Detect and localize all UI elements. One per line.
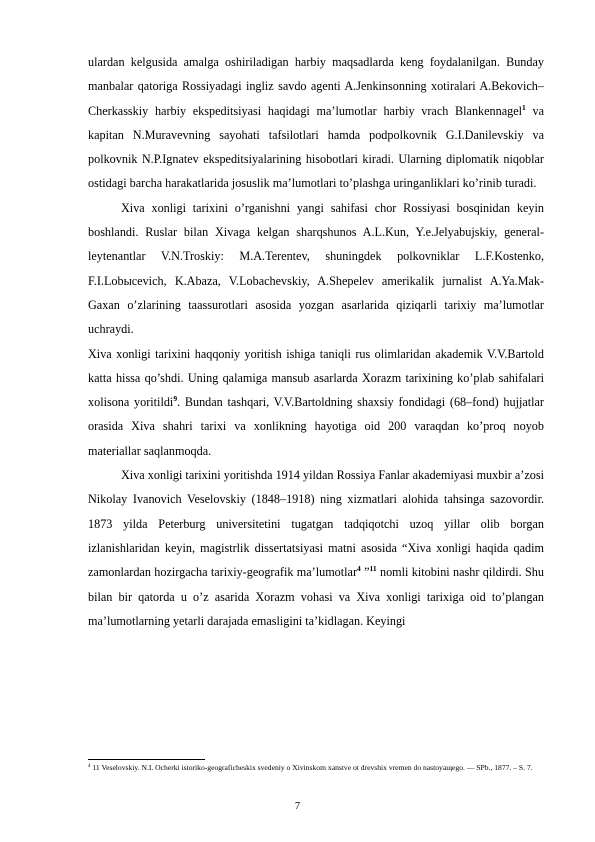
footnote-ref: 9 (173, 394, 178, 404)
page-body (88, 50, 544, 633)
quote-mark: ” (360, 565, 370, 580)
paragraph-2-text: Xiva xonligi tarixini o’rganishni yangi sahifasi chor Rossiyasi bosqinidan keyin boshlandi. Ruslar bilan Xivaga kelgan sharqshunos A.L.Kun, Y.e.Jelyabujskiy, general-leytenantlar V.N.Troskiy: M.A.Terentev, shuningdek polkovniklar L.F.Kostenko, F.I.Lobысevich, K.Abaza, V.Lobachevskiy, A.Shepelev amerikalik jurnalist A.Ya.Mak- Gaxan o’zlarining taassurotlari asosida yozgan asarlarida qiziqarli tarixiy ma’lumotlar uchraydi. (88, 200, 544, 337)
paragraph-4-text: Xiva xonligi tarixini yoritishda 1914 yildan Rossiya Fanlar akademiyasi muxbir a’zosi Nikolay Ivanovich Veselovskiy (1848–1918) ning xizmatlari alohida tahsinga sazovordir. 1873 yilda Peterburg universitetini tugatgan tadqiqotchi uzoq yillar olib borgan izlanishlaridan keyin, magistrlik dissertatsiyasi matni asosida “Xiva xonligi haqida qadim zamonlardan hozirgacha tarixiy-geografik ma’lumotlar (88, 468, 544, 580)
paragraph-1-text-rest: va kapitan N.Muravevning sayohati tafsilotlari hamda podpolkovnik G.I.Danilevskiy va polkovnik N.P.Ignatev ekspeditsiyalarining hisobotlari kiradi. Ularning diplomatik niqoblar ostidagi barcha harakatlarida josuslik ma’lumotlari to’plashga uringanliklari ko’rinib turadi. (88, 103, 544, 191)
paragraph-3-text-rest: . Bundan tashqari, V.V.Bartoldning shaxsiy fondidagi (68–fond) hujjatlar orasida Xiva shahri tarixi va xonlikning hayotiga oid 200 varaqdan ko’proq noyob materiallar saqlanmoqda. (88, 395, 544, 458)
paragraph-3 (88, 342, 544, 463)
footnote-text: 11 Veselovskiy. N.I. Ocherki istoriko-geograficheskix svedeniy o Xivinskom xanstve ot drevshix vremen do nastoyaщego. — SPb., 1877. – S. 7. (90, 763, 533, 772)
paragraph-3-text: Xiva xonligi tarixini haqqoniy yoritish ishiga taniqli rus olimlaridan akademik V.V.Bartold katta hissa qo’shdi. Uning qalamiga mansub asarlarda Xorazm tarixining ko’plab sahifalari xolisona yoritildi (88, 346, 544, 410)
footnote-divider (88, 759, 205, 760)
footnote (88, 763, 544, 774)
paragraph-1 (88, 50, 544, 196)
footnote-ref: 1 (522, 102, 526, 112)
footnote-marker: 4 (88, 764, 91, 769)
paragraph-1-text: ulardan kelgusida amalga oshiriladigan harbiy maqsadlarda keng foydalanilgan. Bunday manbalar qatoriga Rossiyadagi ingliz savdo agenti A.Jenkinsonning xotiralari A.Bekovich–Cherkasskiy harbiy ekspeditsiyasi haqidagi ma’lumotlar harbiy vrach Blankennagel (88, 55, 544, 118)
paragraph-4 (88, 463, 544, 633)
footnote-ref: 11 (369, 564, 377, 574)
footnote-ref: 4 (357, 564, 361, 574)
paragraph-4-text-rest: nomli kitobini nashr qildirdi. Shu bilan bir qatorda u o’z asarida Xorazm vohasi va Xiva xonligi tarixiga oid to’plangan ma’lumotlarning yetarli darajada emasligini ta’kidlagan. Keyingi (88, 565, 544, 628)
page-number: 7 (294, 801, 301, 812)
paragraph-2 (88, 196, 544, 342)
